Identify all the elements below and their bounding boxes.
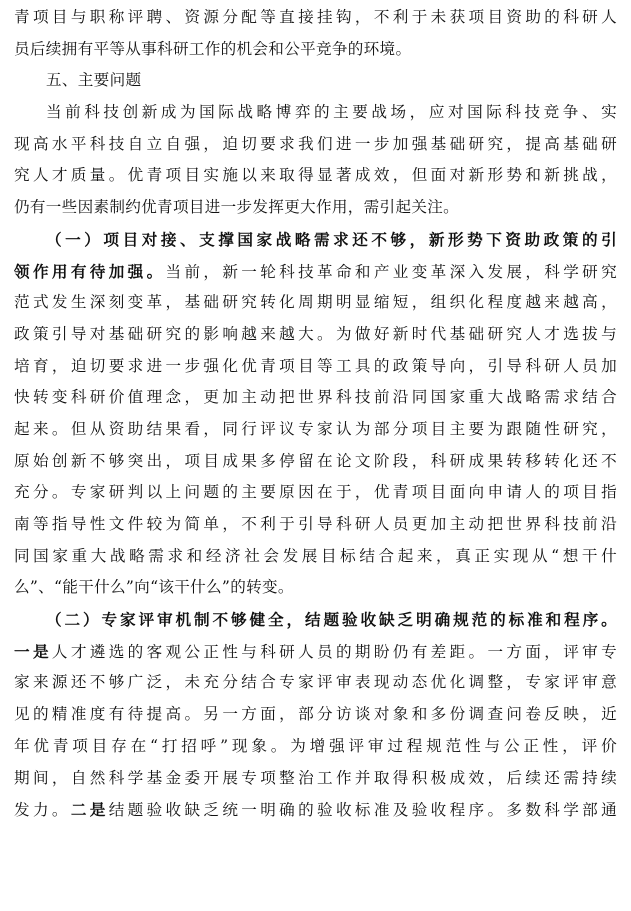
text-line-21 — [14, 636, 617, 668]
text-line-14: 起来。但从资助结果看，同行评议专家认为部分项目主要为跟随性研究， — [14, 419, 617, 438]
text-line-12: 培育，迫切要求进一步强化优青项目等工具的政策导向，引导科研人员加 — [14, 356, 617, 375]
body-text: 发力。 — [14, 801, 71, 820]
text-line-11: 政策引导对基础研究的影响越来越大。为做好新时代基础研究人才选拔与 — [14, 324, 617, 343]
bold-text: （一）项目对接、支撑国家战略需求还不够，新形势下资助政策的引 — [46, 229, 617, 249]
text-line-10: 范式发生深刻变革，基础研究转化周期明显缩短，组织化程度越来越高， — [14, 293, 617, 312]
text-line-24: 年优青项目存在“打招呼”现象。为增强评审过程规范性与公正性，评价 — [14, 736, 617, 755]
text-line-26 — [14, 794, 617, 826]
text-line-18: 同国家重大战略需求和经济社会发展目标结合起来，真正实现从“想干什 — [14, 546, 617, 565]
text-line-2: 员后续拥有平等从事科研工作的机会和公平竞争的环境。 — [14, 39, 412, 58]
text-line-1: 青项目与职称评聘、资源分配等直接挂钩，不利于未获项目资助的科研人 — [14, 8, 617, 26]
text-line-16: 充分。专家研判以上问题的主要原因在于，优青项目面向申请人的项目指 — [14, 483, 617, 502]
subheading-1-line-1 — [14, 224, 617, 256]
body-text: 当前，新一轮科技革命和产业变革深入发展，科学研究 — [165, 262, 617, 281]
bold-text: 二是 — [70, 800, 109, 820]
bold-text: 领作用有待加强。 — [14, 261, 166, 281]
text-line-4: 当前科技创新成为国际战略博弈的主要战场，应对国际科技竞争、实 — [46, 103, 617, 122]
text-line-17: 南等指导性文件较为简单，不利于引导科研人员更加主动把世界科技前沿 — [14, 515, 617, 533]
subheading-1-line-2 — [14, 256, 617, 288]
body-text: 人才遴选的客观公正性与科研人员的期盼仍有差距。一方面，评审专 — [51, 642, 617, 661]
text-line-15: 原始创新不够突出，项目成果多停留在论文阶段，科研成果转移转化还不 — [14, 451, 617, 470]
text-line-5: 现高水平科技自立自强，迫切要求我们进一步加强基础研究，提高基础研 — [14, 134, 617, 153]
text-line-25: 期间，自然科学基金委开展专项整治工作并取得积极成效，后续还需持续 — [14, 768, 617, 787]
bold-text: （二）专家评审机制不够健全，结题验收缺乏明确规范的标准和程序。 — [46, 610, 617, 630]
text-line-23: 见的精准度有待提高。另一方面，部分访谈对象和多份调查问卷反映，近 — [14, 705, 617, 724]
body-text: 结题验收缺乏统一明确的验收标准及验收程序。多数科学部通 — [108, 801, 617, 820]
text-line-19: 么”、“能干什么”向“该干什么”的转变。 — [14, 578, 294, 597]
section-heading: 五、主要问题 — [46, 71, 142, 90]
text-line-13: 快转变科研价值理念，更加主动把世界科技前沿同国家重大战略需求结合 — [14, 388, 617, 407]
subheading-2 — [14, 604, 617, 636]
text-line-22: 家来源还不够广泛，未充分结合专家评审表现动态优化调整，专家评审意 — [14, 673, 617, 692]
bold-text: 一是 — [14, 641, 52, 661]
text-line-6: 究人才质量。优青项目实施以来取得显著成效，但面对新形势和新挑战， — [14, 166, 617, 185]
text-line-7: 仍有一些因素制约优青项目进一步发挥更大作用，需引起关注。 — [14, 198, 460, 217]
